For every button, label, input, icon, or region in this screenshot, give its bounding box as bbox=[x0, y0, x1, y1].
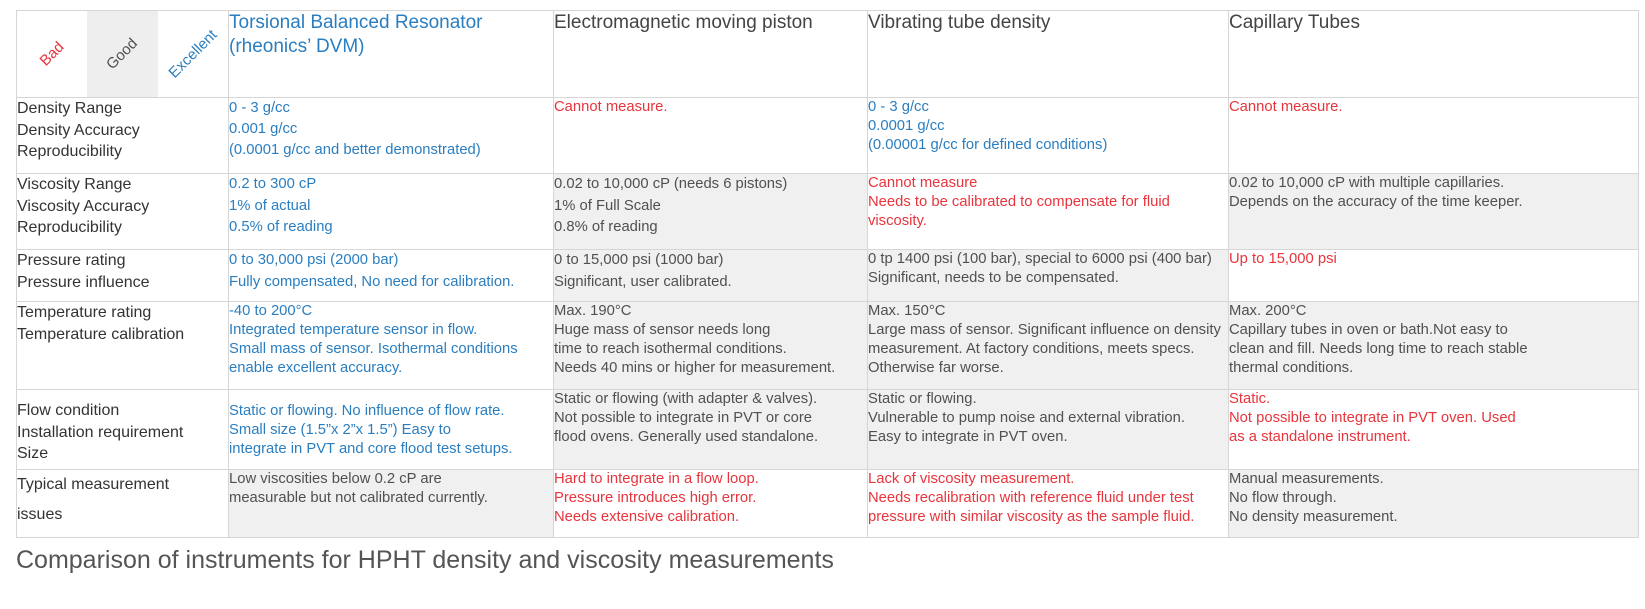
cell-temperature-tube: Max. 150°C Large mass of sensor. Significant influence on density measurement. At factory conditions, meets specs. Otherwise far worse. bbox=[868, 302, 1229, 390]
row-label-flow: Flow condition Installation requirement Size bbox=[17, 390, 229, 470]
cell-flow-capillary: Static. Not possible to integrate in PVT oven. Used as a standalone instrument. bbox=[1229, 390, 1639, 470]
row-issues bbox=[17, 470, 1639, 538]
comparison-table-wrapper bbox=[16, 10, 1639, 538]
cell-viscosity-tube: Cannot measure Needs to be calibrated to compensate for fluid viscosity. bbox=[868, 174, 1229, 250]
cell-pressure-piston: 0 to 15,000 psi (1000 bar) Significant, user calibrated. bbox=[554, 250, 868, 302]
legend-bad: Bad bbox=[36, 38, 68, 70]
cell-temperature-trd: -40 to 200°C Integrated temperature sensor in flow. Small mass of sensor. Isothermal conditions enable excellent accuracy. bbox=[229, 302, 554, 390]
cell-flow-tube: Static or flowing. Vulnerable to pump noise and external vibration. Easy to integrate in PVT oven. bbox=[868, 390, 1229, 470]
cell-flow-piston: Static or flowing (with adapter & valves). Not possible to integrate in PVT or core flood ovens. Generally used standalone. bbox=[554, 390, 868, 470]
row-label-density: Density Range Density Accuracy Reproducibility bbox=[17, 98, 229, 174]
legend-good: Good bbox=[87, 11, 157, 97]
cell-issues-piston: Hard to integrate in a flow loop. Pressure introduces high error. Needs extensive calibration. bbox=[554, 470, 868, 538]
row-label-pressure: Pressure rating Pressure influence bbox=[17, 250, 229, 302]
cell-temperature-capillary: Max. 200°C Capillary tubes in oven or bath.Not easy to clean and fill. Needs long time to reach stable thermal conditions. bbox=[1229, 302, 1639, 390]
cell-issues-tube: Lack of viscosity measurement. Needs recalibration with reference fluid under test pressure with similar viscosity as the sample fluid. bbox=[868, 470, 1229, 538]
header-row bbox=[17, 11, 1639, 98]
row-flow bbox=[17, 390, 1639, 470]
header-torsional-resonator: Torsional Balanced Resonator (rheonics’ DVM) bbox=[229, 11, 554, 98]
cell-pressure-tube: 0 tp 1400 psi (100 bar), special to 6000 psi (400 bar) Significant, needs to be compensated. bbox=[868, 250, 1229, 302]
cell-viscosity-piston: 0.02 to 10,000 cP (needs 6 pistons) 1% of Full Scale 0.8% of reading bbox=[554, 174, 868, 250]
comparison-table bbox=[16, 10, 1639, 538]
row-density bbox=[17, 98, 1639, 174]
cell-issues-capillary: Manual measurements. No flow through. No density measurement. bbox=[1229, 470, 1639, 538]
row-viscosity bbox=[17, 174, 1639, 250]
row-label-temperature: Temperature rating Temperature calibration bbox=[17, 302, 229, 390]
header-electromagnetic-piston: Electromagnetic moving piston bbox=[554, 11, 868, 98]
rating-legend bbox=[17, 11, 229, 98]
header-vibrating-tube: Vibrating tube density bbox=[868, 11, 1229, 98]
cell-density-trd: 0 - 3 g/cc 0.001 g/cc (0.0001 g/cc and better demonstrated) bbox=[229, 98, 554, 174]
row-temperature bbox=[17, 302, 1639, 390]
cell-density-capillary: Cannot measure. bbox=[1229, 98, 1639, 174]
row-label-viscosity: Viscosity Range Viscosity Accuracy Reproducibility bbox=[17, 174, 229, 250]
table-caption: Comparison of instruments for HPHT density and viscosity measurements bbox=[16, 546, 834, 574]
cell-flow-trd: Static or flowing. No influence of flow rate. Small size (1.5”x 2”x 1.5”) Easy to integrate in PVT and core flood test setups. bbox=[229, 390, 554, 470]
cell-viscosity-trd: 0.2 to 300 cP 1% of actual 0.5% of reading bbox=[229, 174, 554, 250]
header-capillary-tubes: Capillary Tubes bbox=[1229, 11, 1639, 98]
cell-issues-trd: Low viscosities below 0.2 cP are measurable but not calibrated currently. bbox=[229, 470, 554, 538]
cell-density-piston: Cannot measure. bbox=[554, 98, 868, 174]
legend-excellent: Excellent bbox=[165, 26, 221, 82]
cell-pressure-capillary: Up to 15,000 psi bbox=[1229, 250, 1639, 302]
row-pressure bbox=[17, 250, 1639, 302]
row-label-issues: Typical measurement issues bbox=[17, 470, 229, 538]
cell-temperature-piston: Max. 190°C Huge mass of sensor needs long time to reach isothermal conditions. Needs 40 mins or higher for measurement. bbox=[554, 302, 868, 390]
cell-pressure-trd: 0 to 30,000 psi (2000 bar) Fully compensated, No need for calibration. bbox=[229, 250, 554, 302]
cell-viscosity-capillary: 0.02 to 10,000 cP with multiple capillaries. Depends on the accuracy of the time keeper. bbox=[1229, 174, 1639, 250]
cell-density-tube: 0 - 3 g/cc 0.0001 g/cc (0.00001 g/cc for defined conditions) bbox=[868, 98, 1229, 174]
